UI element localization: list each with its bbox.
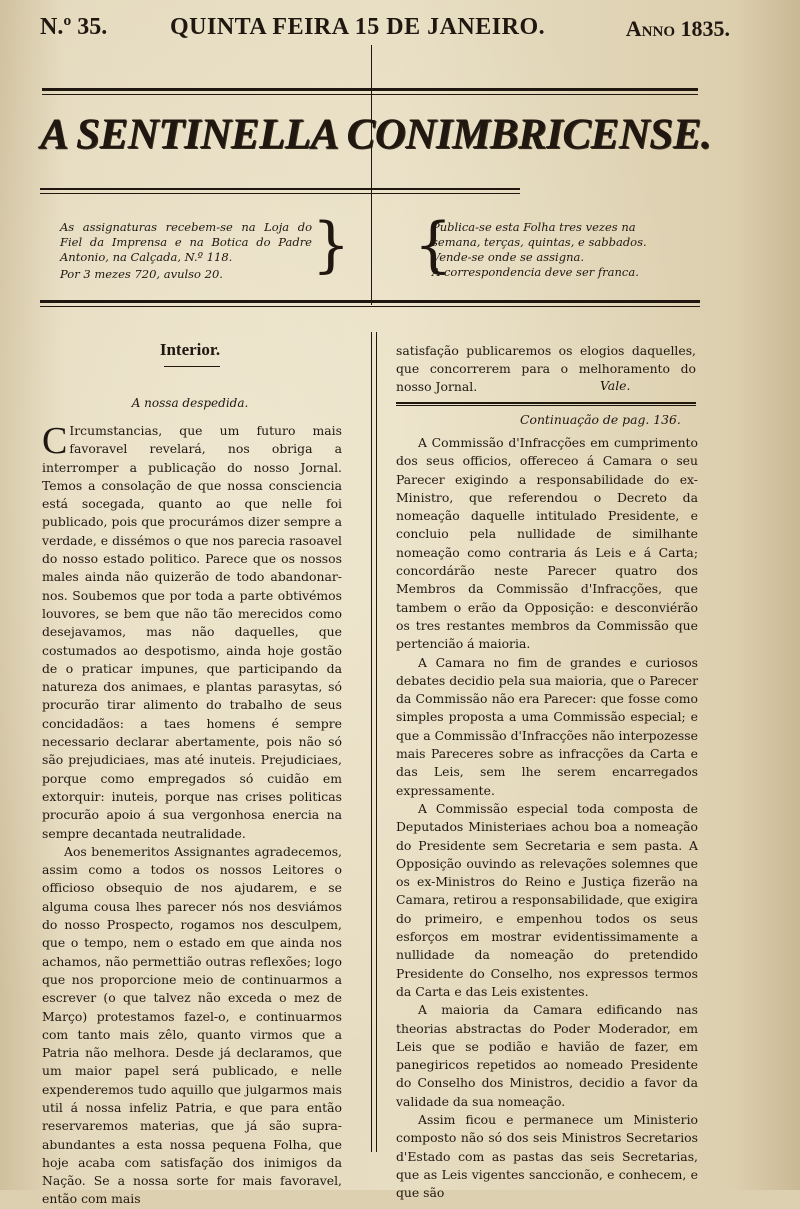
issue-year: Anno 1835. — [625, 16, 730, 41]
right-paragraph-3: A Commissão especial toda composta de Deputados Ministeriaes achou boa a nomeação do Presidente sem Secretaria e sem pasta. A Opposição ouvindo as relevações solemnes que os ex-Ministros do Reino e Justiça fizerão na Camara, retirou a responsabilidade, que exigira do primeiro, e empenhou todos os seus esforços em mostrar evidentissimamente a nullidade da nomeação do pretendido Presidente do Conselho, nos expressos termos da Carta e das Leis existentes. — [396, 800, 698, 999]
closing-paragraph: satisfação publicaremos os elogios daquelles, que concorrerem para o melhoramento do nosso Jornal. — [396, 343, 696, 394]
subscription-text: As assignaturas recebem-se na Loja do Fiel da Imprensa e na Botica do Padre Antonio, na Calçada, N.º 118. — [60, 220, 312, 264]
article-paragraph-2: Aos benemeritos Assignantes agradecemos, assim como a todos os nossos Leitores o officioso obsequio de nos ajudarem, e se alguma cousa lhes parecer nós nos desviámos do nosso Prospecto, rogamos nos desculpem, que o tempo, nem o estado em que ainda nos achamos, não permettião outras reflexões; logo que nos proporcione meio de continuarmos a escrever (o que talvez não exceda o mez de Março) protestamos fazel-o, e continuarmos com tanto mais zêlo, quanto virmos que a Patria não melhora. Desde já declaramos, que um maior papel será publicado, e nelle expenderemos tudo aquillo que julgarmos mais util á nossa infeliz Patria, e que para então reservaremos materias, que já são supra-abundantes a esta nossa pequena Folha, que hoje acaba com satisfação dos inimigos da Nação. Se a nossa sorte for mais favoravel, então com mais — [42, 843, 342, 1207]
continuation-rule — [396, 402, 696, 406]
column-divider — [371, 332, 377, 1152]
right-paragraph-4: A maioria da Camara edificando nas theorias abstractas do Poder Moderador, em Leis que se podião e havião de fazer, em panegiricos repetidos ao nomeado Presidente do Conselho dos Ministros, decidio a favor da validade da sua nomeação. — [396, 1002, 698, 1109]
article-title: A nossa despedida. — [131, 396, 249, 410]
masthead-rule — [40, 188, 520, 194]
publication-correspondence: A correspondencia deve ser franca. — [432, 265, 639, 279]
columns-top-rule — [40, 300, 700, 307]
masthead-title: A SENTINELLA CONIMBRICENSE. — [40, 111, 712, 158]
paragraph-1-text: Ircumstancias, que um futuro mais favoravel revelará, nos obriga a interromper a publicação do nosso Jornal. Temos a consolação de que nossa consciencia está socegada, quanto ao que nelle foi publicado, pois que procurámos dizer sempre a verdade, e dissémos o que nos parecia rasoavel do nosso estado politico. Parece que os nossos males ainda não quizerão de todo abandonar-nos. Soubemos que por toda a parte obtivémos louvores, se bem que não tão merecidos como desejavamos, mas não daquelles, que costumados ao despotismo, ainda hoje gostão de o praticar impunes, que participando da natureza dos animaes, e plantas parasytas, só procurão tirar alimento do trabalho de seus concidadãos: a taes homens é sempre necessario declarar abertamente, pois não só são prejudiciaes, mas até inuteis. Prejudiciaes, porque como empregados só cuidão em extorquir: inuteis, porque nas crises politicas procurão apoio á sua vergonhosa enercia na sempre decantada neutralidade. — [42, 423, 342, 841]
left-column — [42, 422, 342, 1209]
signoff: Vale. — [600, 378, 631, 393]
subscription-info — [60, 220, 312, 282]
article-paragraph-1 — [42, 422, 342, 843]
publication-schedule: Publica-se esta Folha tres vezes na semana, terças, quintas, e sabbados. — [432, 220, 647, 249]
section-title-rule — [164, 366, 220, 367]
issue-number: N.º 35. — [40, 14, 108, 40]
brace-left-icon: { — [414, 210, 453, 280]
header-rule — [42, 88, 698, 95]
upper-column-divider — [371, 45, 372, 305]
right-column — [396, 434, 698, 1202]
drop-cap: C — [42, 420, 68, 462]
header-line — [40, 14, 730, 50]
subscription-price: Por 3 mezes 720, avulso 20. — [60, 267, 223, 281]
publication-sale: Vende-se onde se assigna. — [432, 250, 585, 264]
right-paragraph-5: Assim ficou e permanece um Ministerio composto não só dos seis Ministros Secretarios d'Estado com as pastas das seis Secretarias, que as Leis vigentes sanccionão, e conhecem, e que são — [396, 1111, 698, 1201]
section-title: Interior. — [159, 340, 221, 359]
issue-date: QUINTA FEIRA 15 DE JANEIRO. — [170, 14, 546, 40]
continuation-label: Continuação de pag. 136. — [520, 412, 681, 427]
right-paragraph-2: A Camara no fim de grandes e curiosos debates decidio pela sua maioria, que o Parecer da Commissão não era Parecer: que fosse como simples proposta a uma Commissão especial; e que a Commissão d'Infracções não interpozesse mais Pareceres sobre as infracções da Carta e das Leis, sem lhe serem encarregados expressamente. — [396, 654, 698, 798]
right-paragraph-1: A Commissão d'Infracções em cumprimento dos seus officios, offereceo á Camara o seu Parecer exigindo a responsabilidade do ex-Ministro, que referendou o Decreto da nomeação daquelle intitulado Presidente, e concluio pela nullidade de similhante nomeação como contraria ás Leis e á Carta; concordárão neste Parecer quatro dos Membros da Commissão d'Infracções, que tambem o erão da Opposição: e desconviérão os tres restantes membros da Commissão que pertencião á maioria. — [396, 435, 698, 652]
right-column-top — [396, 342, 696, 396]
brace-right-icon: } — [312, 210, 351, 280]
publication-info — [432, 220, 672, 280]
